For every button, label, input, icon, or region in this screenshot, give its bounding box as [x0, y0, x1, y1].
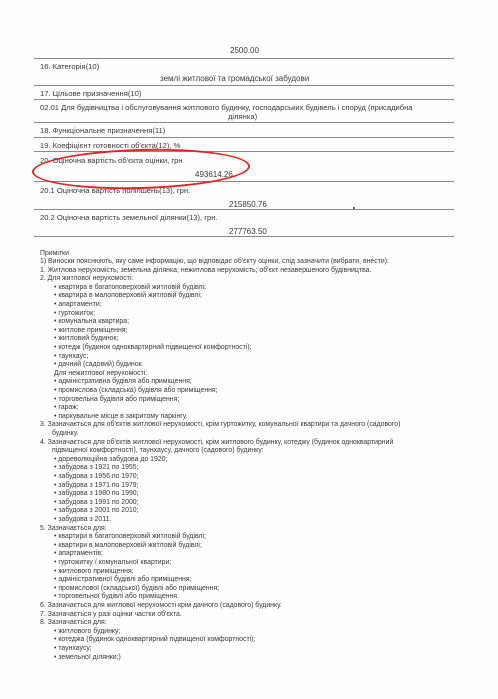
- category-value: землі житлової та громадської забудови: [160, 74, 310, 83]
- note-line: • земельної ділянки;): [54, 653, 121, 661]
- note-line: • апартаменти;: [54, 301, 102, 308]
- note-line: • гуртожитку / комунальної квартири;: [54, 559, 172, 566]
- purpose-label: 17. Цільове призначення(10): [40, 89, 142, 98]
- note-line: • житловий будинок;: [54, 335, 119, 343]
- row-divider: [34, 236, 454, 237]
- note-line: • квартира в малоповерховій житловій будівлі;: [54, 292, 202, 300]
- estimated-value: 493614.26: [195, 170, 233, 179]
- estimated-value-label: 20. Оціночна вартість об'єкта оцінки, грн: [40, 156, 183, 165]
- note-line: підвищеної комфортності), таунхаусу, дачного (садового) будинку:: [52, 447, 264, 455]
- note-line: • забудова з 2011.: [54, 516, 112, 523]
- top-value: 2500.00: [230, 46, 259, 55]
- note-line: • забудова з 1956 по 1970;: [54, 473, 139, 480]
- note-line: • промислова (складська) будівля або приміщення;: [54, 387, 218, 394]
- note-line: • квартира в багатоповерховій житловій будівлі;: [54, 283, 206, 291]
- improvements-value: 215850.76: [229, 200, 267, 209]
- row-divider: [34, 137, 454, 138]
- note-line: • квартири в малоповерховій житловій будівлі;: [54, 541, 202, 549]
- handwritten-circle-annotation: [32, 146, 251, 192]
- note-line: • дореволюційна забудова до 1920;: [54, 455, 168, 463]
- note-line: • забудова з 1971 по 1979;: [54, 481, 139, 489]
- note-line: • торговельної будівлі або приміщення.: [54, 593, 179, 601]
- note-line: • забудова з 1980 по 1990;: [54, 490, 139, 498]
- note-line: • апартаментів;: [54, 550, 103, 558]
- speck: [353, 207, 355, 209]
- note-line: • паркувальне місце в закритому паркінгу.: [54, 412, 188, 420]
- note-line: 8. Зазначається для:: [40, 619, 107, 627]
- category-label: 16. Категорія(10): [40, 62, 100, 71]
- note-line: • житлового приміщення;: [54, 567, 134, 575]
- note-line: 6. Зазначається для житлової нерухомості крім дачного (садового) будинку.: [40, 602, 282, 609]
- row-divider: [34, 209, 454, 210]
- row-divider: [34, 122, 454, 123]
- note-line: • котеджа (будинок одноквартирний підвищеної комфортності);: [54, 636, 256, 644]
- note-line: • адміністративна будівля або приміщення;: [54, 378, 192, 386]
- note-line: • торговельна будівля або приміщення;: [54, 395, 180, 403]
- functional-purpose-label: 18. Функціональне призначення(11): [40, 126, 166, 135]
- note-line: • житлове приміщення;: [54, 326, 128, 334]
- note-line: 2. Для житлової нерухомості:: [40, 275, 134, 283]
- row-divider: [34, 99, 454, 100]
- note-line: • квартири в багатоповерховій житловій будівлі;: [54, 533, 206, 541]
- note-line: • таунхаус;: [54, 352, 89, 360]
- note-line: • комунальна квартира;: [54, 318, 130, 326]
- note-line: • дачний (садовий) будинок.: [54, 361, 144, 369]
- readiness-label: 19. Коефіцієнт готовності об'єкта(12), %: [40, 141, 181, 150]
- note-line: • котедж (будинок одноквартирний підвищеної комфортності);: [54, 344, 252, 351]
- note-line: • гуртожиток;: [54, 309, 96, 317]
- note-line: 7. Зазначається у разі оцінки частки об'єкта.: [40, 610, 182, 618]
- notes-title: Примітки: [40, 250, 69, 257]
- land-value: 277763.50: [229, 227, 267, 236]
- note-line: • таунхаусу;: [54, 645, 92, 652]
- note-line: • промислової (складської) будівлі або приміщення;: [54, 584, 220, 592]
- note-line: • гараж;: [54, 404, 79, 412]
- note-line: • адміністративної будівлі або приміщення;: [54, 576, 192, 584]
- purpose-code: 02.01 Для будівництва і обслуговування житлового будинку, господарських будівель і споруд (присадибна: [40, 103, 413, 112]
- row-divider: [34, 58, 454, 59]
- note-line: • житлового будинку;: [54, 627, 121, 635]
- land-value-label: 20.2 Оціночна вартість земельної ділянки(13), грн.: [40, 213, 218, 222]
- note-line: 5. Зазначається для:: [40, 524, 107, 532]
- note-line: 1) Виноски пояснюють, яку саме інформацію, що відповідає об'єкту оцінки, слід зазначити (вибрати, внести):: [40, 258, 389, 265]
- row-divider: [34, 85, 454, 86]
- note-line: • забудова з 2001 по 2010;: [54, 507, 139, 515]
- note-line: • забудова з 1921 по 1955;: [54, 464, 139, 472]
- note-line: 3. Зазначається для об'єктів житлової нерухомості, крім гуртожитку, комунальної квартири та дачного (садового): [40, 421, 401, 429]
- purpose-code-cont: ділянка): [228, 112, 258, 121]
- note-line: • забудова з 1991 по 2000;: [54, 498, 139, 506]
- note-line: 1. Житлова нерухомість; земельна ділянка; нежитлова нерухомість; об'єкт незавершеного будівництва.: [40, 266, 372, 274]
- improvements-value-label: 20.1 Оціночна вартість поліпшень(13), грн.: [40, 186, 191, 195]
- note-line: будинку.: [52, 430, 79, 437]
- note-line: Для нежитлової нерухомості:: [54, 369, 148, 377]
- note-line: 4. Зазначається для об'єктів житлової нерухомості, крім житлового будинку, котеджу (будинок одноквартирний: [40, 438, 394, 446]
